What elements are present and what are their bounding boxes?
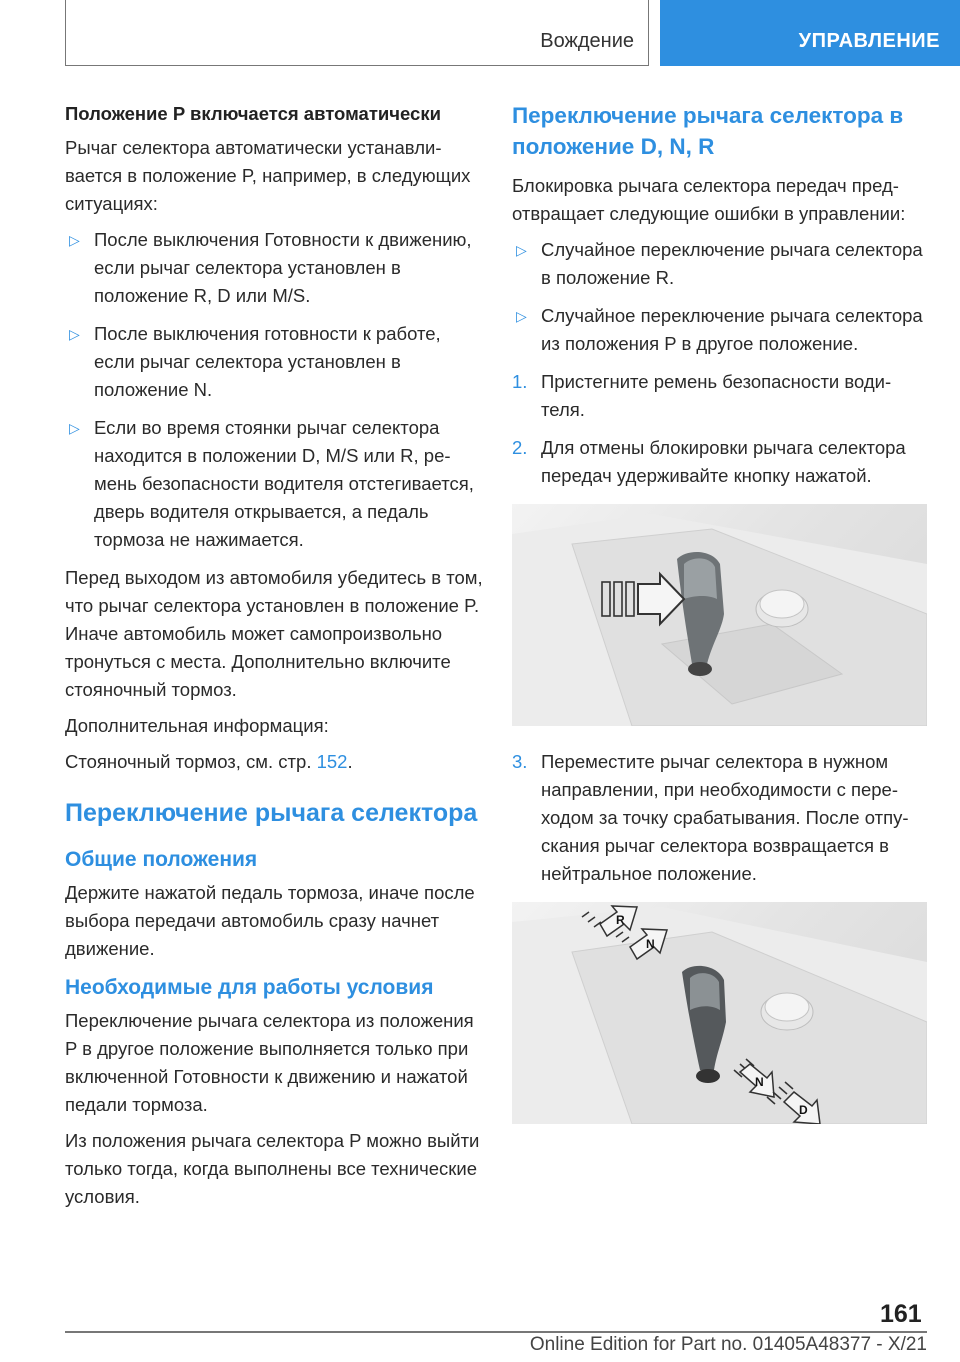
header-chapter-box <box>660 0 960 66</box>
page-number: 161 <box>880 1300 922 1328</box>
direction-label-n-down: N <box>755 1075 764 1089</box>
dnr-intro: Блокировка рычага селектора передач предотвращает следующие ошибки в управлении: <box>512 175 906 224</box>
steps-list <box>512 368 927 490</box>
list-item: ▷ Случайное переключение рычага селектора из положения P в другое положение. <box>512 302 927 358</box>
page-link[interactable]: 152 <box>316 751 348 772</box>
triangle-bullet-icon: ▷ <box>69 232 80 248</box>
selector-lever-button-figure <box>512 504 927 726</box>
step-number: 3. <box>512 751 528 772</box>
footer-divider <box>65 1331 927 1333</box>
direction-label-d: D <box>799 1103 808 1117</box>
heading-shift-dnr: Переключение рычага селектора в положение D, N, R <box>512 103 904 159</box>
parking-brake-reference: Стояночный тормоз, см. стр. 152. <box>65 751 353 772</box>
step-number: 2. <box>512 437 528 458</box>
conditions-text-1: Переключение рычага селектора из положения P в другое положение выполняется только при включенной Готовности к движению и нажатой педали тормоза. <box>65 1010 474 1115</box>
triangle-bullet-icon: ▷ <box>516 242 527 258</box>
conditions-text-2: Из положения рычага селектора P можно выйти только тогда, когда выполнены все технические условия. <box>65 1130 480 1207</box>
direction-label-n-up: N <box>646 937 655 951</box>
selector-lever-illustration <box>512 504 927 726</box>
list-item: ▷ Случайное переключение рычага селектора в положение R. <box>512 236 927 292</box>
left-column <box>65 100 485 1219</box>
section-label: Вождение <box>540 30 634 52</box>
p-auto-intro: Рычаг селектора автоматически устанавливается в положение P, например, в следующих ситуациях: <box>65 137 471 214</box>
edition-footer: Online Edition for Part no. 01405A48377 - X/21 <box>529 1334 927 1355</box>
direction-label-r: R <box>616 913 625 927</box>
triangle-bullet-icon: ▷ <box>69 420 80 436</box>
step-item: 3. Переместите рычаг селектора в нужном направлении, при необходимости с переходом за точку срабатывания. После отпускания рычаг селектора возвращается в нейтральное положение. <box>512 748 927 888</box>
list-item: ▷ После выключения Готовности к движению, если рычаг селектора установлен в положение R, D или M/S. <box>65 226 485 310</box>
heading-shift-selector: Переключение рычага селектора <box>65 799 478 827</box>
header-section-box <box>65 0 649 66</box>
selector-lever-directions-figure <box>512 902 927 1124</box>
step-item: 1. Пристегните ремень безопасности водителя. <box>512 368 927 424</box>
triangle-bullet-icon: ▷ <box>69 326 80 342</box>
heading-conditions: Необходимые для работы условия <box>65 976 434 999</box>
list-item: ▷ После выключения готовности к работе, если рычаг селектора установлен в положение N. <box>65 320 485 404</box>
step-number: 1. <box>512 371 528 392</box>
heading-general: Общие положения <box>65 848 258 871</box>
steps-list-continued <box>512 748 927 888</box>
general-text: Держите нажатой педаль тормоза, иначе после выбора передачи автомобиль сразу начнет движение. <box>65 882 475 959</box>
before-exit-text: Перед выходом из автомобиля убедитесь в том, что рычаг селектора установлен в положение P. Иначе автомобиль может самопроизвольно тронуться с места. Дополнительно включите стояночный тормоз. <box>65 567 483 700</box>
p-auto-title: Положение P включается автоматически <box>65 103 441 124</box>
step-item: 2. Для отмены блокировки рычага селектора передач удерживайте кнопку нажатой. <box>512 434 927 490</box>
triangle-bullet-icon: ▷ <box>516 308 527 324</box>
chapter-label: УПРАВЛЕНИЕ <box>798 30 940 52</box>
list-item: ▷ Если во время стоянки рычаг селектора находится в положении D, M/S или R, ремень безопасности водителя отстегивается, дверь водителя открывается, а педаль тормоза не нажимается. <box>65 414 485 554</box>
dnr-bullet-list <box>512 236 927 358</box>
right-column <box>512 100 927 1146</box>
p-auto-bullet-list <box>65 226 485 554</box>
selector-directions-illustration <box>512 902 927 1124</box>
more-info-label: Дополнительная информация: <box>65 715 329 736</box>
